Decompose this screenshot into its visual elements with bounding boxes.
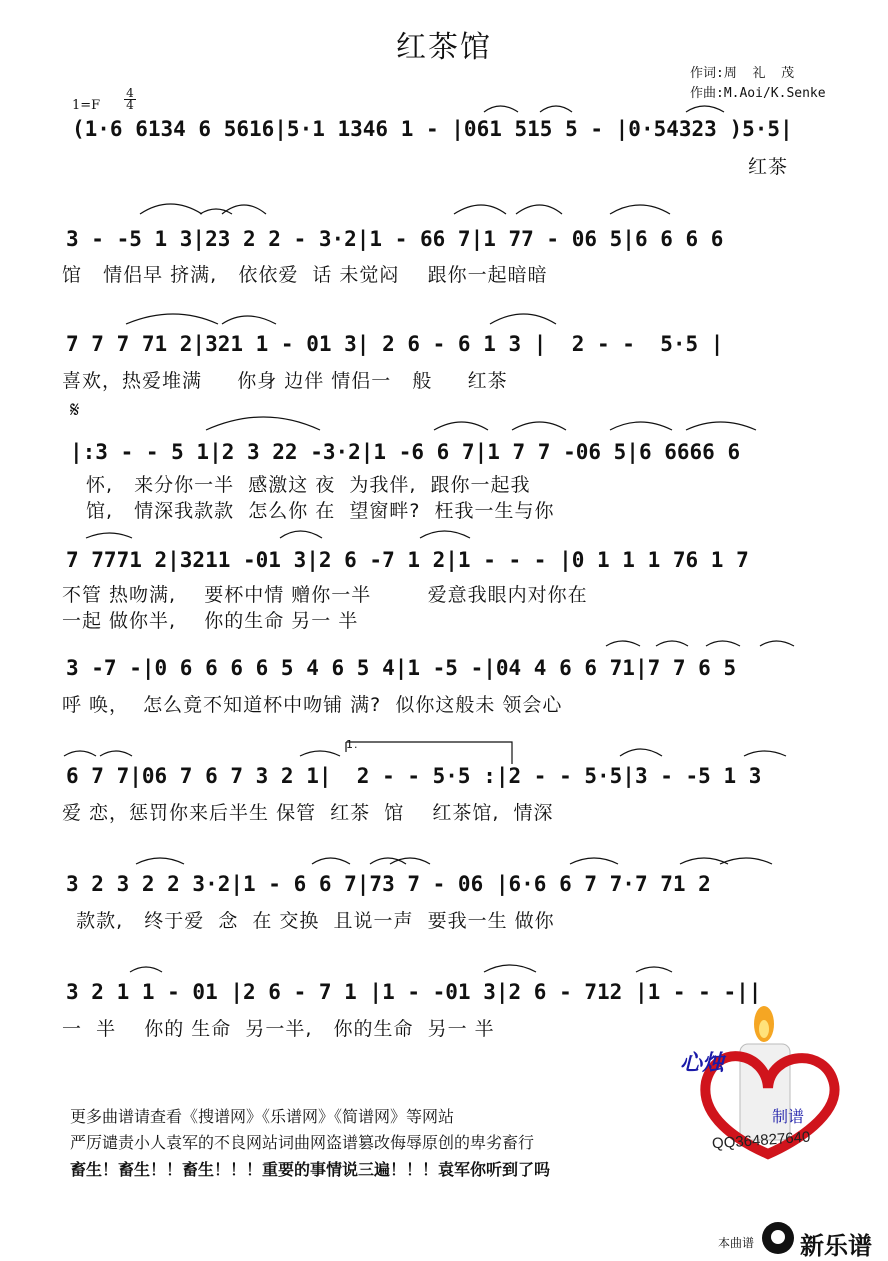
composer-credit: 作曲:M.Aoi/K.Senke <box>690 86 826 101</box>
slur-mark <box>636 967 672 972</box>
slur-mark <box>64 751 96 756</box>
slur-mark <box>720 858 772 864</box>
volta-bracket <box>346 742 512 764</box>
slur-mark <box>100 751 132 756</box>
slur-mark <box>206 417 320 430</box>
logo-qq: QQ364827640 <box>711 1128 811 1153</box>
slur-mark <box>140 204 202 214</box>
slur-mark <box>434 422 488 430</box>
score-line-1-notes: (1·6 6134 6 5616|5·1 1346 1 - |061 515 5 - |0·54323 )5·5| <box>72 117 793 141</box>
brand-caption: 本曲谱 <box>718 1236 755 1250</box>
score-line-5-lyrics-verse2: 一起 做你半, 你的生命 另一 半 <box>62 610 359 632</box>
slur-mark <box>686 106 724 112</box>
score-line-3-notes: 7 7 7 71 2|321 1 - 01 3| 2 6 - 6 1 3 | 2 - - 5·5 | <box>66 332 724 356</box>
score-line-7-notes: 6 7 7|06 7 6 7 3 2 1| 2 - - 5·5 :|2 - - 5·5|3 - -5 1 3 <box>66 764 762 788</box>
slur-mark <box>656 641 688 646</box>
slur-mark <box>280 531 322 538</box>
slur-mark <box>620 749 662 756</box>
segno-sign: 𝄋 <box>70 398 81 423</box>
score-line-9-notes: 3 2 1 1 - 01 |2 6 - 7 1 |1 - -01 3|2 6 - 712 |1 - - -|| <box>66 980 762 1004</box>
slur-mark <box>86 533 132 538</box>
brand-name: 新乐谱 <box>800 1232 872 1260</box>
slur-mark <box>512 422 566 430</box>
slur-mark <box>606 641 640 646</box>
slur-mark <box>130 967 162 972</box>
slur-mark <box>516 205 562 214</box>
time-signature-top: 4 <box>126 86 134 100</box>
score-line-8-lyrics: 款款, 终于爱 念 在 交换 且说一声 要我一生 做你 <box>62 910 555 932</box>
score-line-4-lyrics-verse2: 馆, 情深我款款 怎么你 在 望窗畔? 枉我一生与你 <box>86 500 555 522</box>
score-line-2-notes: 3 - -5 1 3|23 2 2 - 3·2|1 - 66 7|1 77 - 06 5|6 6 6 6 <box>66 227 724 251</box>
slur-mark <box>570 858 618 864</box>
footer-line-1: 更多曲谱请查看《搜谱网》《乐谱网》《简谱网》等网站 <box>70 1107 455 1126</box>
score-line-5-lyrics-verse1: 不管 热吻满, 要杯中情 赠你一半 爱意我眼内对你在 <box>62 584 588 606</box>
slur-mark <box>484 106 518 112</box>
lyricist-credit: 作词:周 礼 茂 <box>690 66 795 81</box>
slur-mark <box>744 751 786 756</box>
slur-mark <box>540 106 572 112</box>
slur-mark <box>490 314 556 324</box>
time-signature-bottom: 4 <box>124 99 136 111</box>
slur-mark <box>484 965 536 972</box>
slur-mark <box>610 422 672 430</box>
logo-label: 制谱 <box>772 1107 805 1126</box>
logo-text: 心烛 <box>680 1050 725 1076</box>
score-line-9-lyrics: 一 半 你的 生命 另一半, 你的生命 另一 半 <box>62 1018 495 1040</box>
volta-label: 1. <box>346 738 359 751</box>
footer-line-3: 畜生！畜生！！畜生！！！重要的事情说三遍！！！袁军你听到了吗 <box>70 1160 551 1179</box>
slur-mark <box>300 751 340 756</box>
score-line-2-lyrics: 馆 情侣早 挤满, 依依爱 话 未觉闷 跟你一起暗暗 <box>62 264 548 286</box>
score-line-4-lyrics-verse1: 怀, 来分你一半 感激这 夜 为我伴, 跟你一起我 <box>86 474 531 496</box>
slur-mark <box>420 531 470 538</box>
slur-mark <box>312 858 350 864</box>
slur-mark <box>706 641 740 646</box>
song-title: 红茶馆 <box>396 30 492 65</box>
brand-icon <box>762 1222 794 1254</box>
score-line-1-lyrics: 红茶 <box>748 156 789 178</box>
score-line-6-lyrics: 呼 唤， 怎么竟不知道杯中吻铺 满? 似你这般未 领会心 <box>62 694 563 716</box>
score-line-8-notes: 3 2 3 2 2 3·2|1 - 6 6 7|73 7 - 06 |6·6 6 7 7·7 71 2 <box>66 872 711 896</box>
slur-mark <box>126 314 218 324</box>
key-signature: 1=F <box>72 98 101 113</box>
score-line-6-notes: 3 -7 -|0 6 6 6 6 5 4 6 5 4|1 -5 -|04 4 6 6 71|7 7 6 5 <box>66 656 737 680</box>
score-line-3-lyrics: 喜欢，热爱堆满 你身 边伴 情侣一 般 红茶 <box>62 370 508 392</box>
slur-mark <box>760 641 794 646</box>
slur-mark <box>686 422 756 430</box>
footer-line-2: 严厉谴责小人袁军的不良网站词曲网盗谱篡改侮辱原创的卑劣畜行 <box>70 1133 535 1152</box>
slur-mark <box>136 858 184 864</box>
score-line-4-notes: |:3 - - 5 1|2 3 22 -3·2|1 -6 6 7|1 7 7 -06 5|6 6666 6 <box>70 440 741 464</box>
score-line-7-lyrics: 爱 恋，惩罚你来后半生 保管 红茶 馆 红茶馆, 情深 <box>62 802 554 824</box>
slur-mark <box>222 316 276 324</box>
score-line-5-notes: 7 7771 2|3211 -01 3|2 6 -7 1 2|1 - - - |0 1 1 1 76 1 7 <box>66 548 749 572</box>
slur-mark <box>454 205 506 214</box>
slur-mark <box>610 205 670 214</box>
